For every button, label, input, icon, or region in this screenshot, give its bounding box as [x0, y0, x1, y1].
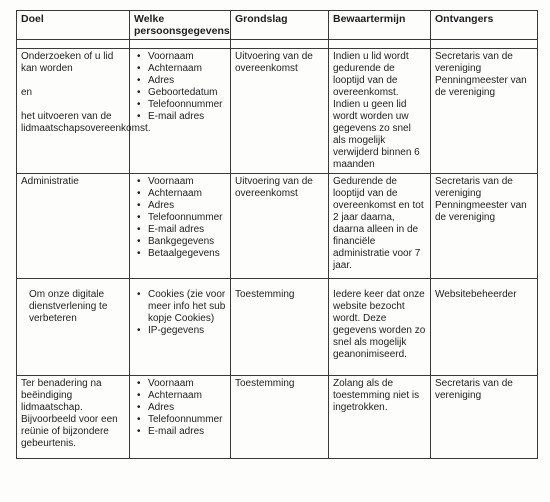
list-item: • Voornaam: [148, 378, 226, 390]
list-item: • Telefoonnummer: [148, 414, 226, 426]
privacy-table: [16, 10, 538, 459]
table-row: [17, 49, 538, 174]
list-item: • Achternaam: [148, 390, 226, 402]
list-item: • Achternaam: [148, 188, 226, 200]
spacer-cell: [431, 40, 538, 49]
gegevens-cell: [130, 49, 231, 174]
doel-text: Onderzoeken of u lid kan worden: [21, 51, 114, 74]
gegevens-cell: [130, 376, 231, 459]
list-item: • Achternaam: [148, 63, 226, 75]
doel-cell: Ter benadering na beëindiging lidmaatschap. Bijvoorbeeld voor een reünie of bijzondere gebeurtenis.: [17, 376, 130, 459]
list-item: • Adres: [148, 75, 226, 87]
doel-cell: [17, 49, 151, 174]
gegevens-cell: [130, 279, 231, 376]
ontvangers-cell: [431, 174, 538, 279]
list-item: • E-mail adres: [148, 224, 226, 236]
spacer-cell: [130, 40, 231, 49]
spacer-cell: [231, 40, 329, 49]
header-bewaartermijn: Bewaartermijn: [329, 11, 431, 40]
list-item: • Voornaam: [148, 176, 226, 188]
doel-cell: [17, 279, 130, 376]
grondslag-cell: Toestemming: [231, 376, 329, 459]
list-item: • E-mail adres: [148, 426, 226, 438]
bewaartermijn-cell: Gedurende de looptijd van de overeenkomst en tot 2 jaar daarna, daarna alleen in de financiële administratie voor 7 jaar.: [329, 174, 431, 279]
list-item: • Telefoonnummer: [148, 99, 226, 111]
table-spacer-row: [17, 40, 538, 49]
doel-cell: [17, 174, 130, 279]
table-row: [17, 174, 538, 279]
table-row: [17, 279, 538, 376]
gegevens-list: [134, 176, 226, 260]
list-item: • Adres: [148, 200, 226, 212]
header-grondslag: Grondslag: [231, 11, 329, 40]
ontvanger-text: Websitebeheerder: [435, 289, 517, 300]
gegevens-list: [134, 289, 226, 337]
list-item: • Voornaam: [148, 51, 226, 63]
header-doel: Doel: [17, 11, 130, 40]
list-item: • Geboortedatum: [148, 87, 226, 99]
list-item: • E-mail adres: [148, 111, 226, 123]
ontvanger-text: Penningmeester van de vereniging: [435, 200, 527, 223]
list-item: • Betaalgegevens: [148, 248, 226, 260]
table-header-row: [17, 11, 538, 40]
header-persoonsgegevens: Welke persoonsgegevens: [130, 11, 231, 40]
gegevens-list: [134, 51, 226, 123]
list-item: • Bankgegevens: [148, 236, 226, 248]
bewaartermijn-cell: Iedere keer dat onze website bezocht wordt. Deze gegevens worden zo snel als mogelijk geanonimiseerd.: [329, 279, 431, 376]
bewaartermijn-cell: Indien u lid wordt gedurende de looptijd van de overeenkomst. Indien u geen lid wordt worden uw gegevens zo snel als mogelijk verwijderd binnen 6 maanden: [329, 49, 431, 174]
ontvangers-cell: [431, 49, 538, 174]
doel-text: Om onze digitale dienstverlening te verbeteren: [29, 289, 108, 324]
gegevens-cell: [130, 174, 231, 279]
list-item: • Adres: [148, 402, 226, 414]
ontvangers-cell: [431, 376, 538, 459]
ontvanger-text: Secretaris van de vereniging: [435, 51, 513, 74]
doel-text: Administratie: [21, 176, 79, 187]
grondslag-cell: Toestemming: [231, 279, 329, 376]
list-item: • IP-gegevens: [148, 325, 226, 337]
spacer-cell: [17, 40, 130, 49]
table-row: [17, 376, 538, 459]
gegevens-list: [134, 378, 226, 438]
header-ontvangers: Ontvangers: [431, 11, 538, 40]
ontvanger-text: Secretaris van de vereniging: [435, 378, 513, 401]
doel-text: en: [21, 87, 33, 98]
ontvangers-cell: [431, 279, 538, 376]
list-item: • Cookies (zie voor meer info het sub kopje Cookies): [148, 289, 226, 325]
ontvanger-text: Penningmeester van de vereniging: [435, 75, 527, 98]
grondslag-cell: Uitvoering van de overeenkomst: [231, 49, 329, 174]
ontvanger-text: Secretaris van de vereniging: [435, 176, 513, 199]
list-item: • Telefoonnummer: [148, 212, 226, 224]
spacer-cell: [329, 40, 431, 49]
doel-text: het uitvoeren van de lidmaatschapsovereenkomst.: [21, 111, 151, 134]
bewaartermijn-cell: Zolang als de toestemming niet is ingetrokken.: [329, 376, 431, 459]
grondslag-cell: Uitvoering van de overeenkomst: [231, 174, 329, 279]
